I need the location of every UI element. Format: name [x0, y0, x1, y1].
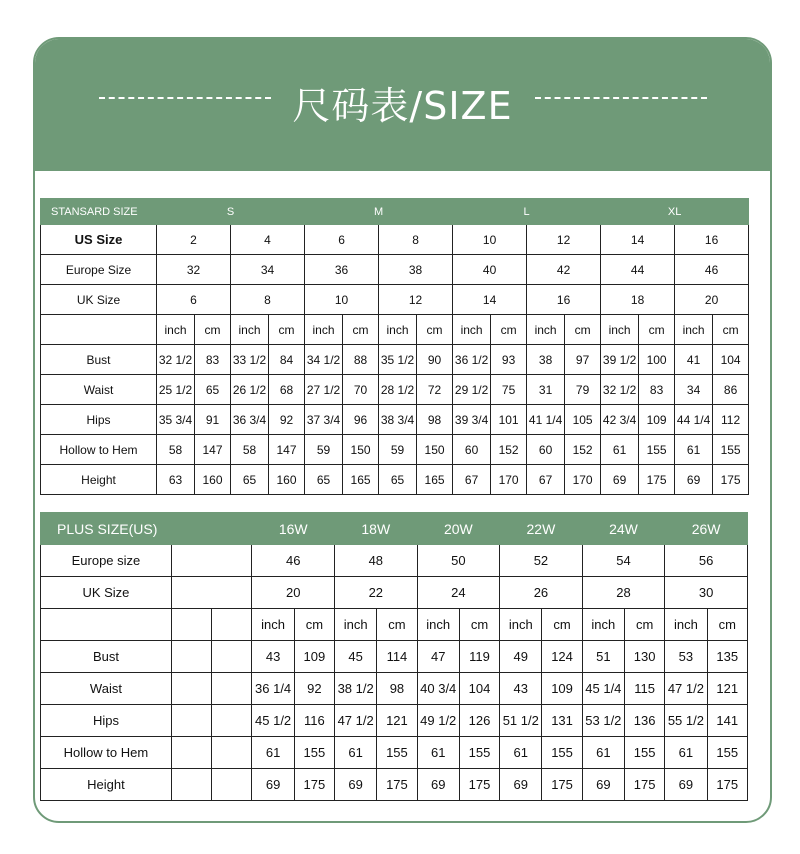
- row-label: Waist: [41, 673, 172, 705]
- table-cell: 68: [269, 375, 305, 405]
- unit-cell: inch: [231, 315, 269, 345]
- unit-cell: cm: [377, 609, 417, 641]
- unit-cell: cm: [491, 315, 527, 345]
- table-cell: 61: [601, 435, 639, 465]
- row-label: Bust: [41, 345, 157, 375]
- table-cell: 16: [675, 225, 749, 255]
- table-cell: 170: [491, 465, 527, 495]
- table-cell: 98: [377, 673, 417, 705]
- table-cell: 152: [565, 435, 601, 465]
- table-cell: 46: [252, 545, 335, 577]
- header-cell: 18W: [335, 513, 418, 545]
- table-cell: 79: [565, 375, 601, 405]
- table-cell: 175: [542, 769, 582, 801]
- unit-cell: cm: [624, 609, 664, 641]
- header-cell: 16W: [252, 513, 335, 545]
- table-cell: 4: [231, 225, 305, 255]
- table-cell: 51: [582, 641, 624, 673]
- table-cell: 69: [417, 769, 459, 801]
- table-cell: 58: [231, 435, 269, 465]
- table-cell: 152: [491, 435, 527, 465]
- table-cell: 32: [157, 255, 231, 285]
- table-cell: 105: [565, 405, 601, 435]
- table-cell: 147: [195, 435, 231, 465]
- header-cell: 20W: [417, 513, 500, 545]
- table-cell: 61: [252, 737, 294, 769]
- unit-cell: inch: [500, 609, 542, 641]
- table-cell: 42: [527, 255, 601, 285]
- table-row: [41, 465, 749, 495]
- blank-cell: [41, 315, 157, 345]
- table-cell: 141: [707, 705, 747, 737]
- table-cell: 165: [417, 465, 453, 495]
- table-cell: 114: [377, 641, 417, 673]
- blank-cell: [171, 705, 211, 737]
- table-cell: 29 1/2: [453, 375, 491, 405]
- table-cell: 97: [565, 345, 601, 375]
- table-row: [41, 577, 748, 609]
- table-cell: 124: [542, 641, 582, 673]
- unit-cell: cm: [713, 315, 749, 345]
- table-row: [41, 225, 749, 255]
- table-row: [41, 435, 749, 465]
- table-cell: 96: [343, 405, 379, 435]
- table-cell: 175: [707, 769, 747, 801]
- table-cell: 40: [453, 255, 527, 285]
- table-cell: 116: [294, 705, 334, 737]
- unit-cell: inch: [335, 609, 377, 641]
- table-cell: 52: [500, 545, 583, 577]
- row-label: Europe Size: [41, 255, 157, 285]
- table-cell: 26 1/2: [231, 375, 269, 405]
- table-cell: 155: [294, 737, 334, 769]
- table-cell: 54: [582, 545, 665, 577]
- table-cell: 165: [343, 465, 379, 495]
- table-cell: 61: [417, 737, 459, 769]
- table-cell: 104: [713, 345, 749, 375]
- table-cell: 170: [565, 465, 601, 495]
- table-row: [41, 255, 749, 285]
- unit-cell: inch: [601, 315, 639, 345]
- table-cell: 25 1/2: [157, 375, 195, 405]
- table-cell: 26: [500, 577, 583, 609]
- table-cell: 175: [294, 769, 334, 801]
- table-cell: 47 1/2: [665, 673, 707, 705]
- table-cell: 67: [453, 465, 491, 495]
- table-cell: 12: [379, 285, 453, 315]
- table-cell: 61: [500, 737, 542, 769]
- table-cell: 42 3/4: [601, 405, 639, 435]
- table-cell: 18: [601, 285, 675, 315]
- header-cell: M: [305, 199, 453, 225]
- unit-cell: inch: [417, 609, 459, 641]
- table-cell: 131: [542, 705, 582, 737]
- blank-cell: [212, 705, 252, 737]
- table-cell: 155: [639, 435, 675, 465]
- table-cell: 35 1/2: [379, 345, 417, 375]
- table-cell: 109: [542, 673, 582, 705]
- header-cell: S: [157, 199, 305, 225]
- table-cell: 150: [343, 435, 379, 465]
- table-cell: 38 3/4: [379, 405, 417, 435]
- table-cell: 45 1/4: [582, 673, 624, 705]
- table-cell: 90: [417, 345, 453, 375]
- table-cell: 69: [582, 769, 624, 801]
- table-cell: 155: [713, 435, 749, 465]
- blank-cell: [171, 673, 211, 705]
- table-row: [41, 673, 748, 705]
- table-cell: 58: [157, 435, 195, 465]
- table-cell: 61: [675, 435, 713, 465]
- table-cell: 34 1/2: [305, 345, 343, 375]
- table-cell: 175: [713, 465, 749, 495]
- table-cell: 22: [335, 577, 418, 609]
- unit-cell: inch: [252, 609, 294, 641]
- blank-cell: [212, 641, 252, 673]
- table-cell: 65: [379, 465, 417, 495]
- table-cell: 34: [231, 255, 305, 285]
- header-cell: 24W: [582, 513, 665, 545]
- table-cell: 39 3/4: [453, 405, 491, 435]
- table-cell: 69: [500, 769, 542, 801]
- table-cell: 83: [195, 345, 231, 375]
- row-label: Height: [41, 465, 157, 495]
- table-cell: 101: [491, 405, 527, 435]
- blank-cell: [171, 545, 252, 577]
- blank-cell: [212, 609, 252, 641]
- blank-cell: [41, 609, 172, 641]
- unit-cell: inch: [675, 315, 713, 345]
- row-label: UK Size: [41, 577, 172, 609]
- table-cell: 69: [675, 465, 713, 495]
- table-cell: 6: [305, 225, 379, 255]
- table-cell: 53: [665, 641, 707, 673]
- row-label: Hollow to Hem: [41, 435, 157, 465]
- table-cell: 175: [459, 769, 499, 801]
- table-cell: 16: [527, 285, 601, 315]
- unit-cell: inch: [379, 315, 417, 345]
- table-cell: 49: [500, 641, 542, 673]
- table-cell: 109: [639, 405, 675, 435]
- row-label: Waist: [41, 375, 157, 405]
- table-cell: 135: [707, 641, 747, 673]
- unit-cell: inch: [453, 315, 491, 345]
- table-cell: 104: [459, 673, 499, 705]
- table-row: [41, 769, 748, 801]
- table-cell: 8: [231, 285, 305, 315]
- table-cell: 63: [157, 465, 195, 495]
- plus-size-table: [40, 512, 748, 801]
- table-cell: 45: [335, 641, 377, 673]
- table-cell: 43: [500, 673, 542, 705]
- table-cell: 72: [417, 375, 453, 405]
- table-cell: 20: [675, 285, 749, 315]
- table-cell: 155: [542, 737, 582, 769]
- table-row: [41, 285, 749, 315]
- table-cell: 10: [305, 285, 379, 315]
- table-cell: 83: [639, 375, 675, 405]
- blank-cell: [171, 609, 211, 641]
- table-cell: 155: [707, 737, 747, 769]
- table-cell: 12: [527, 225, 601, 255]
- unit-cell: inch: [157, 315, 195, 345]
- unit-cell: cm: [707, 609, 747, 641]
- table-cell: 30: [665, 577, 748, 609]
- table-cell: 91: [195, 405, 231, 435]
- table-cell: 41: [675, 345, 713, 375]
- row-label: Height: [41, 769, 172, 801]
- row-label: Europe size: [41, 545, 172, 577]
- table-cell: 51 1/2: [500, 705, 542, 737]
- table-cell: 61: [335, 737, 377, 769]
- table-cell: 35 3/4: [157, 405, 195, 435]
- table-cell: 155: [377, 737, 417, 769]
- unit-cell: inch: [305, 315, 343, 345]
- table-cell: 59: [379, 435, 417, 465]
- table-cell: 92: [269, 405, 305, 435]
- table-cell: 130: [624, 641, 664, 673]
- table-cell: 112: [713, 405, 749, 435]
- table-cell: 65: [231, 465, 269, 495]
- table-cell: 31: [527, 375, 565, 405]
- table-cell: 55 1/2: [665, 705, 707, 737]
- table-cell: 155: [459, 737, 499, 769]
- table-row: [41, 513, 748, 545]
- table-row: [41, 375, 749, 405]
- table-cell: 14: [453, 285, 527, 315]
- table-cell: 75: [491, 375, 527, 405]
- table-cell: 61: [665, 737, 707, 769]
- unit-cell: cm: [459, 609, 499, 641]
- blank-cell: [212, 769, 252, 801]
- table-row: [41, 609, 748, 641]
- blank-cell: [171, 577, 252, 609]
- table-cell: 67: [527, 465, 565, 495]
- table-row: [41, 737, 748, 769]
- table-cell: 50: [417, 545, 500, 577]
- table-cell: 121: [707, 673, 747, 705]
- table-cell: 88: [343, 345, 379, 375]
- table-row: [41, 315, 749, 345]
- table-row: [41, 345, 749, 375]
- table-cell: 33 1/2: [231, 345, 269, 375]
- header-cell: STANSARD SIZE: [41, 199, 157, 225]
- table-cell: 60: [453, 435, 491, 465]
- table-row: [41, 199, 749, 225]
- table-cell: 69: [335, 769, 377, 801]
- table-cell: 36 1/2: [453, 345, 491, 375]
- table-cell: 98: [417, 405, 453, 435]
- table-cell: 121: [377, 705, 417, 737]
- table-cell: 175: [624, 769, 664, 801]
- row-label: Hips: [41, 705, 172, 737]
- row-label: Bust: [41, 641, 172, 673]
- table-cell: 150: [417, 435, 453, 465]
- table-cell: 136: [624, 705, 664, 737]
- table-cell: 47: [417, 641, 459, 673]
- blank-cell: [212, 673, 252, 705]
- table-cell: 37 3/4: [305, 405, 343, 435]
- table-cell: 32 1/2: [601, 375, 639, 405]
- table-cell: 175: [377, 769, 417, 801]
- row-label: US Size: [41, 225, 157, 255]
- table-cell: 147: [269, 435, 305, 465]
- table-cell: 115: [624, 673, 664, 705]
- table-cell: 45 1/2: [252, 705, 294, 737]
- table-row: [41, 705, 748, 737]
- table-cell: 86: [713, 375, 749, 405]
- table-cell: 43: [252, 641, 294, 673]
- table-row: [41, 405, 749, 435]
- table-cell: 61: [582, 737, 624, 769]
- table-cell: 56: [665, 545, 748, 577]
- row-label: UK Size: [41, 285, 157, 315]
- table-cell: 53 1/2: [582, 705, 624, 737]
- table-cell: 27 1/2: [305, 375, 343, 405]
- table-cell: 69: [252, 769, 294, 801]
- blank-cell: [171, 769, 211, 801]
- header-cell: XL: [601, 199, 749, 225]
- table-cell: 92: [294, 673, 334, 705]
- table-cell: 93: [491, 345, 527, 375]
- unit-cell: cm: [542, 609, 582, 641]
- table-cell: 44 1/4: [675, 405, 713, 435]
- page-title: 尺码表/SIZE: [292, 84, 513, 128]
- table-cell: 14: [601, 225, 675, 255]
- table-cell: 10: [453, 225, 527, 255]
- standard-size-table: [40, 198, 749, 495]
- title-banner: [35, 39, 770, 171]
- unit-cell: cm: [565, 315, 601, 345]
- table-cell: 59: [305, 435, 343, 465]
- header-cell: 26W: [665, 513, 748, 545]
- table-cell: 32 1/2: [157, 345, 195, 375]
- table-cell: 70: [343, 375, 379, 405]
- table-cell: 20: [252, 577, 335, 609]
- table-cell: 40 3/4: [417, 673, 459, 705]
- header-cell: PLUS SIZE(US): [41, 513, 252, 545]
- table-cell: 36: [305, 255, 379, 285]
- table-cell: 48: [335, 545, 418, 577]
- table-cell: 47 1/2: [335, 705, 377, 737]
- table-cell: 49 1/2: [417, 705, 459, 737]
- row-label: Hips: [41, 405, 157, 435]
- header-cell: 22W: [500, 513, 583, 545]
- table-cell: 46: [675, 255, 749, 285]
- table-cell: 38 1/2: [335, 673, 377, 705]
- blank-cell: [212, 737, 252, 769]
- unit-cell: cm: [639, 315, 675, 345]
- table-cell: 36 1/4: [252, 673, 294, 705]
- table-cell: 60: [527, 435, 565, 465]
- table-cell: 38: [527, 345, 565, 375]
- table-cell: 109: [294, 641, 334, 673]
- table-cell: 126: [459, 705, 499, 737]
- table-cell: 39 1/2: [601, 345, 639, 375]
- table-cell: 44: [601, 255, 675, 285]
- table-cell: 28 1/2: [379, 375, 417, 405]
- table-cell: 100: [639, 345, 675, 375]
- table-cell: 160: [195, 465, 231, 495]
- table-cell: 34: [675, 375, 713, 405]
- unit-cell: cm: [195, 315, 231, 345]
- table-cell: 36 3/4: [231, 405, 269, 435]
- blank-cell: [171, 737, 211, 769]
- table-cell: 69: [601, 465, 639, 495]
- table-cell: 160: [269, 465, 305, 495]
- table-cell: 41 1/4: [527, 405, 565, 435]
- table-row: [41, 545, 748, 577]
- unit-cell: inch: [665, 609, 707, 641]
- table-cell: 6: [157, 285, 231, 315]
- unit-cell: cm: [343, 315, 379, 345]
- unit-cell: cm: [417, 315, 453, 345]
- unit-cell: cm: [269, 315, 305, 345]
- table-cell: 8: [379, 225, 453, 255]
- table-cell: 175: [639, 465, 675, 495]
- table-row: [41, 641, 748, 673]
- table-cell: 65: [305, 465, 343, 495]
- unit-cell: inch: [582, 609, 624, 641]
- table-cell: 28: [582, 577, 665, 609]
- table-cell: 119: [459, 641, 499, 673]
- table-cell: 24: [417, 577, 500, 609]
- table-cell: 65: [195, 375, 231, 405]
- header-cell: L: [453, 199, 601, 225]
- unit-cell: inch: [527, 315, 565, 345]
- blank-cell: [171, 641, 211, 673]
- table-cell: 69: [665, 769, 707, 801]
- table-cell: 84: [269, 345, 305, 375]
- row-label: Hollow to Hem: [41, 737, 172, 769]
- table-cell: 38: [379, 255, 453, 285]
- table-cell: 155: [624, 737, 664, 769]
- unit-cell: cm: [294, 609, 334, 641]
- table-cell: 2: [157, 225, 231, 255]
